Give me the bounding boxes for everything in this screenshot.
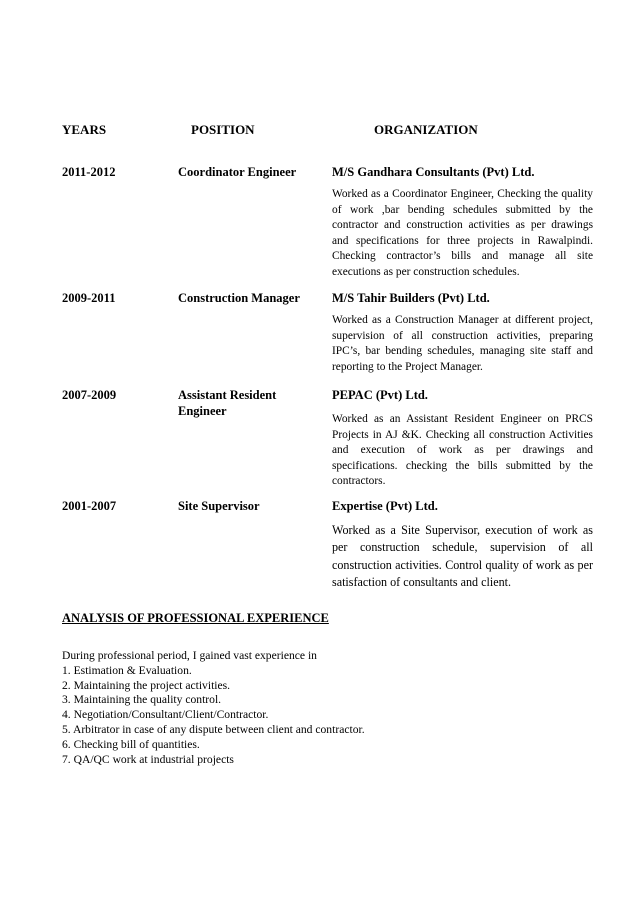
entry-position: Coordinator Engineer: [178, 165, 297, 179]
analysis-item: 3. Maintaining the quality control.: [62, 693, 222, 707]
entry-description: Worked as a Site Supervisor, execution of work as per construction schedule, supervision of all construction activities. Control quality of work as per satisfaction of consultants and client.: [332, 523, 593, 590]
header-years: YEARS: [62, 122, 107, 137]
header-position: POSITION: [191, 122, 255, 137]
entry-organization: M/S Tahir Builders (Pvt) Ltd.: [332, 291, 490, 305]
entry-position: Assistant Resident Engineer: [178, 388, 277, 418]
entry-organization: PEPAC (Pvt) Ltd.: [332, 388, 428, 402]
analysis-item: 5. Arbitrator in case of any dispute between client and contractor.: [62, 722, 365, 736]
entry-position: Site Supervisor: [178, 499, 260, 513]
analysis-item: 2. Maintaining the project activities.: [62, 678, 231, 692]
analysis-item: 4. Negotiation/Consultant/Client/Contractor.: [62, 708, 269, 722]
entry-organization: M/S Gandhara Consultants (Pvt) Ltd.: [332, 165, 535, 179]
analysis-intro: During professional period, I gained vast experience in: [62, 649, 317, 662]
entry-position: Construction Manager: [178, 291, 300, 305]
entry-years: 2001-2007: [62, 499, 117, 513]
entry-description: Worked as a Construction Manager at different project, supervision of all construction activities, preparing IPC’s, bar bending schedules, managing site staff and reporting to the Project Manager.: [332, 314, 593, 373]
entry-years: 2011-2012: [62, 165, 116, 179]
entry-years: 2007-2009: [62, 388, 117, 402]
analysis-item: 6. Checking bill of quantities.: [62, 737, 200, 751]
entry-years: 2009-2011: [62, 291, 116, 305]
entry-description: Worked as an Assistant Resident Engineer on PRCS Projects in AJ &K. Checking all construction Activities and execution of work as per drawings and specifications. checking the bills submitted by the contractors.: [332, 413, 593, 488]
analysis-section-title: ANALYSIS OF PROFESSIONAL EXPERIENCE: [62, 611, 329, 625]
analysis-item: 1. Estimation & Evaluation.: [62, 663, 192, 677]
header-organization: ORGANIZATION: [374, 122, 478, 137]
entry-organization: Expertise (Pvt) Ltd.: [332, 499, 438, 513]
analysis-item: 7. QA/QC work at industrial projects: [62, 752, 234, 766]
entry-description: Worked as a Coordinator Engineer, Checking the quality of work ,bar bending schedules submitted by the contractor and construction activities as per drawings and specifications for three projects in Rawalpindi. Checking contractor’s bills and manage all site executions as per construction schedules.: [332, 188, 593, 278]
analysis-list: [62, 649, 482, 767]
